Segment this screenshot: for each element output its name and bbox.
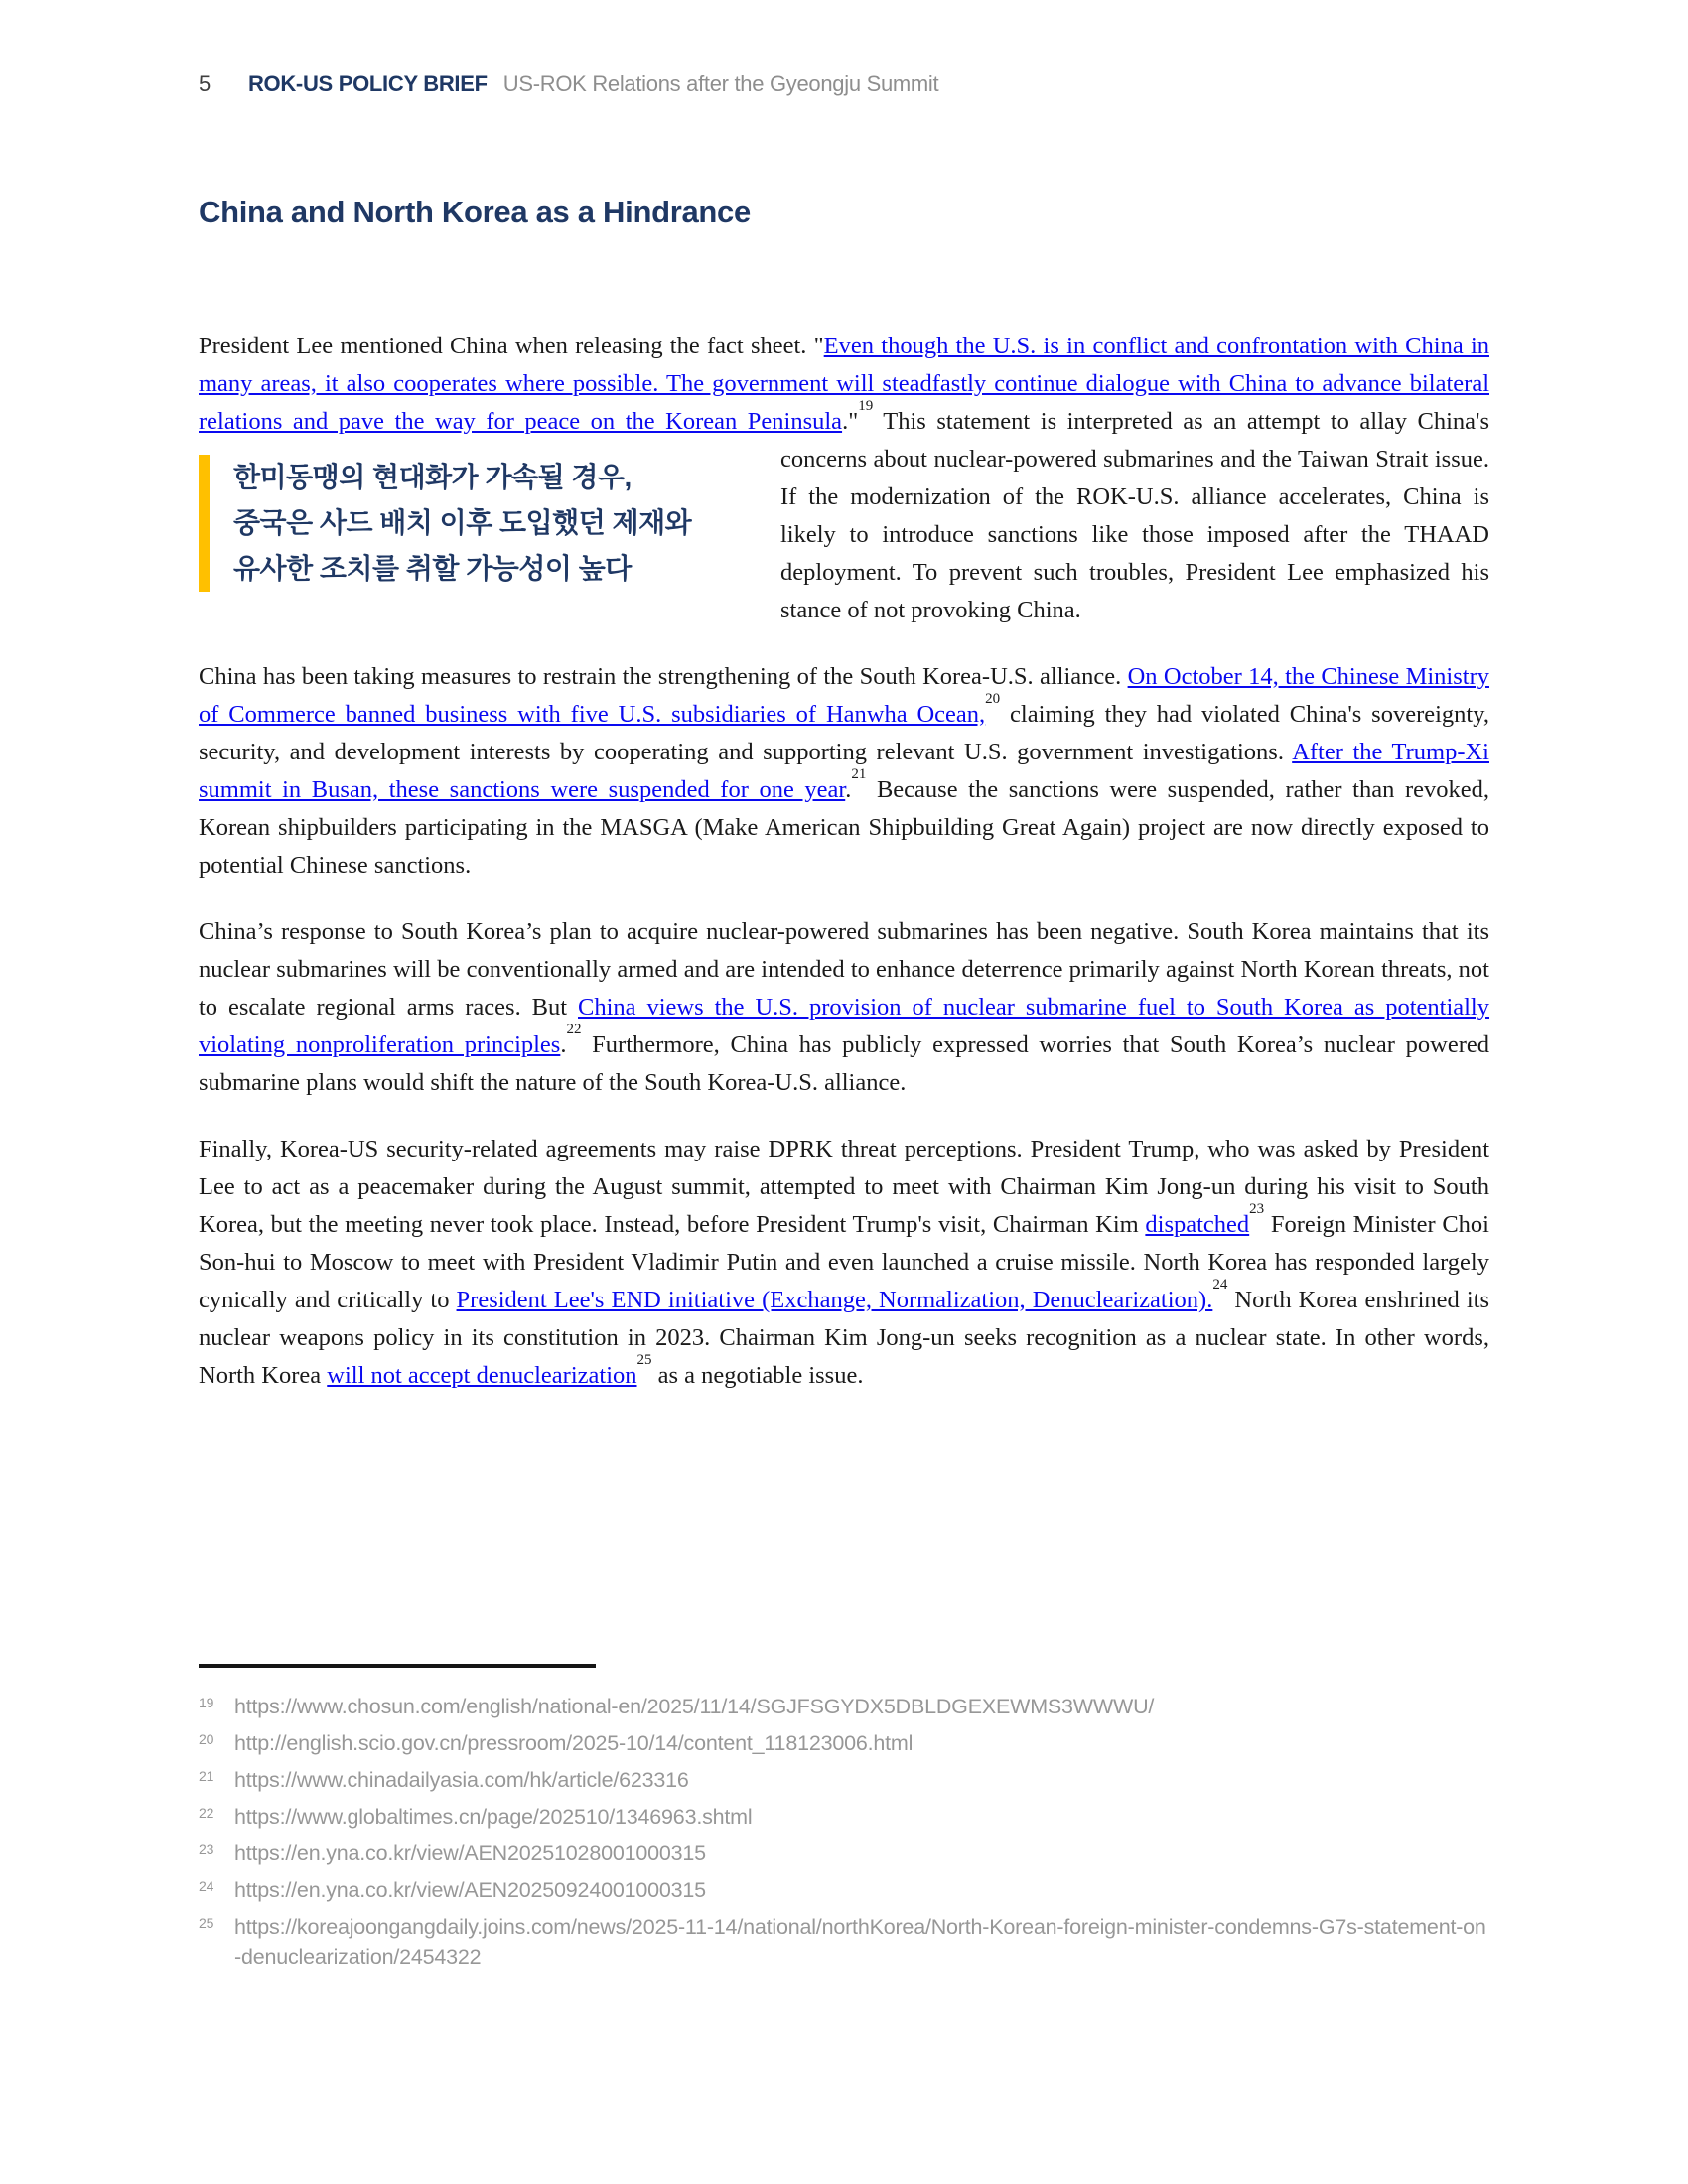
footnote-number: 19 [199,1695,214,1710]
text-run: as a negotiable issue. [651,1362,864,1389]
running-header [199,71,1489,97]
text-run: claiming they had violated China's sovereignty, security, and development interests by cooperating and supporting relevant U.S. government investigations. [199,701,1489,765]
text-run: China’s response to South Korea’s plan to acquire nuclear-powered submarines has been negative. South Korea maintains that its nuclear submarines will be conventionally armed and are intended to enhance deterrence primarily against North Korean threats, not to escalate regional arms races. But [199,918,1489,1021]
footnote-number: 21 [199,1768,214,1784]
text-run: . [845,776,852,803]
section-title: China and North Korea as a Hindrance [199,195,751,229]
text-run: Furthermore, China has publicly expressed worries that South Korea’s nuclear powered submarine plans would shift the nature of the South Korea-U.S. alliance. [199,1031,1489,1096]
inline-link[interactable]: dispatched [1145,1211,1250,1238]
text-run: Foreign Minister Choi Son-hui to Moscow to meet with President Vladimir Putin and even launched a cruise missile. North Korea has responded largely cynically and critically to [199,1211,1489,1313]
footnote-ref[interactable]: 19 [858,397,874,414]
pullquote-line: 유사한 조치를 취할 가능성이 높다 [233,553,632,584]
footnote-item [199,1765,1489,1795]
footnote-ref[interactable]: 24 [1212,1276,1228,1293]
inline-link[interactable]: Even though the U.S. is in conflict and confrontation with China in many areas, it also cooperates where possible. The government will steadfastly continue dialogue with China to advance bilateral relations and pave the way for peace on the Korean Peninsula [199,333,1489,435]
header-subtitle: US-ROK Relations after the Gyeongju Summit [502,71,939,96]
text-run: President Lee mentioned China when releasing the fact sheet. " [199,333,824,359]
text-run: . [560,1031,567,1058]
paragraph-3 [199,913,1489,1102]
footnote-number: 20 [199,1731,214,1747]
page-number: 5 [199,71,211,96]
pullquote-line: 한미동맹의 현대화가 가속될 경우, [233,462,632,492]
pullquote-line: 중국은 사드 배치 이후 도입했던 제재와 [233,507,692,538]
footnote-item [199,1692,1489,1721]
brief-brand: ROK-US POLICY BRIEF [247,71,488,96]
footnote-number: 22 [199,1805,214,1821]
article-body [199,328,1489,1424]
footnote-ref[interactable]: 23 [1249,1200,1265,1217]
text-run: Because the sanctions were suspended, rather than revoked, Korean shipbuilders participating in the MASGA (Make American Shipbuilding Great Again) project are now directly exposed to potential Chinese sanctions. [199,776,1489,879]
footnote-list [199,1692,1489,1972]
footnote-url: https://en.yna.co.kr/view/AEN20250924001000315 [234,1878,706,1902]
footnote-number: 24 [199,1878,214,1894]
footnote-item [199,1912,1489,1972]
korean-pullquote [199,455,743,592]
footnote-ref[interactable]: 20 [985,690,1001,707]
footnote-item [199,1839,1489,1868]
footnote-ref[interactable]: 22 [566,1021,582,1037]
footnote-item [199,1875,1489,1905]
text-run: the Taiwan Strait issue. If the modernization of the ROK-U.S. alliance accelerates, China is likely to introduce sanctions like those imposed after the THAAD deployment. To prevent such troubles, President Lee emphasized his stance of not provoking China. [780,446,1489,623]
text-run: Finally, Korea-US security-related agreements may raise DPRK threat perceptions. President Trump, who was asked by President Lee to act as a peacemaker during the August summit, attempted to meet with Chairman Kim Jong-un during his visit to South Korea, but the meeting never took place. Instead, before President Trump's visit, Chairman Kim [199,1136,1489,1238]
text-run: This statement is interpreted as an attempt to allay China's concerns about nuclear-powered submarines and [780,408,1489,473]
footnote-url: https://www.chinadailyasia.com/hk/article/623316 [234,1768,689,1792]
footnote-item [199,1728,1489,1758]
footnote-url: https://en.yna.co.kr/view/AEN20251028001000315 [234,1842,706,1865]
footnote-number: 23 [199,1842,214,1857]
inline-link[interactable]: President Lee's END initiative (Exchange, Normalization, Denuclearization). [456,1287,1213,1313]
text-run: North Korea enshrined its nuclear weapons policy in its constitution in 2023. Chairman Kim Jong-un seeks recognition as a nuclear state. In other words, North Korea [199,1287,1490,1389]
footnote-url: https://koreajoongangdaily.joins.com/news/2025-11-14/national/northKorea/North-Korean-foreign-minister-condemns-G7s-statement-on-denuclearization/2454322 [234,1915,1486,1969]
footnote-divider [199,1664,596,1668]
inline-link[interactable]: On October 14, the Chinese Ministry of Commerce banned business with five U.S. subsidiaries of Hanwha Ocean, [199,663,1489,728]
footnote-number: 25 [199,1915,214,1931]
footnote-ref[interactable]: 21 [851,765,867,782]
footnote-url: http://english.scio.gov.cn/pressroom/2025-10/14/content_118123006.html [234,1731,914,1755]
paragraph-4 [199,1131,1489,1395]
inline-link[interactable]: will not accept denuclearization [327,1362,637,1389]
footnote-url: https://www.chosun.com/english/national-en/2025/11/14/SGJFSGYDX5DBLDGEXEWMS3WWWU/ [234,1695,1155,1718]
footnote-item [199,1802,1489,1832]
text-run: China has been taking measures to restrain the strengthening of the South Korea-U.S. alliance. [199,663,1128,690]
footnote-ref[interactable]: 25 [636,1351,652,1368]
footnotes-section [199,1664,1489,1979]
paragraph-1 [199,328,1489,629]
text-run: ." [842,408,859,435]
inline-link[interactable]: China views the U.S. provision of nuclear submarine fuel to South Korea as potentially violating nonproliferation principles [199,994,1489,1058]
paragraph-2 [199,658,1489,885]
inline-link[interactable]: After the Trump-Xi summit in Busan, these sanctions were suspended for one year [199,739,1489,803]
footnote-url: https://www.globaltimes.cn/page/202510/1346963.shtml [234,1805,753,1829]
